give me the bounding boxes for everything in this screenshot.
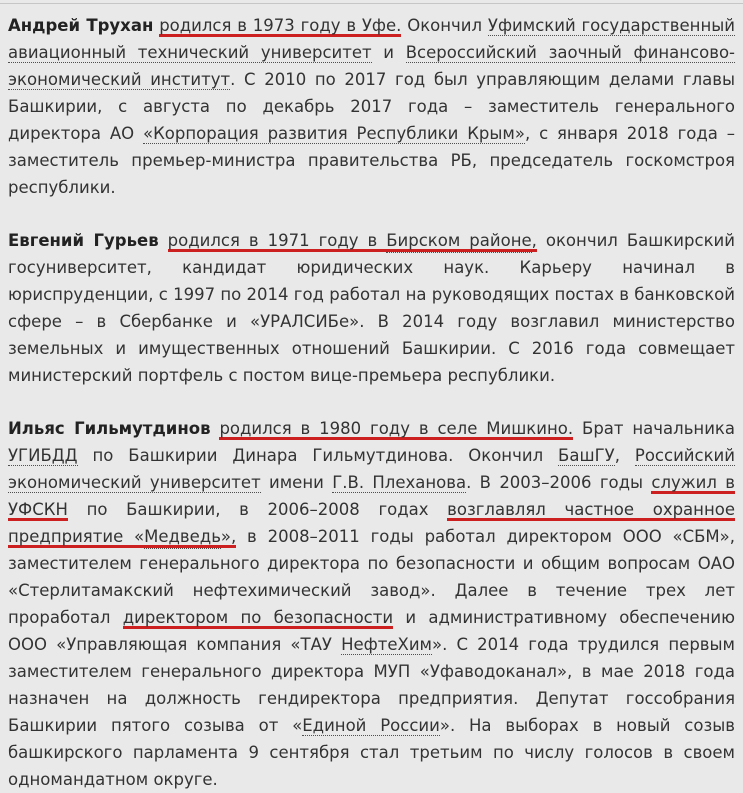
article: [0, 8, 743, 793]
paragraph-1: [8, 12, 735, 201]
text-run: . В 2003–2006 годы: [466, 473, 652, 492]
red-underlined-text: директором по безопасности: [122, 608, 394, 627]
red-underlined-text: служил в УФСКН: [8, 473, 735, 519]
text-run: и: [371, 43, 406, 62]
person-name: Андрей Трухан: [8, 16, 154, 35]
text-run: по Башкирии Динара Гильмутдинова. Окончил: [77, 446, 559, 465]
inline-link[interactable]: БашГУ: [558, 446, 615, 465]
person-name: Евгений Гурьев: [8, 231, 159, 250]
text-run: ». На выборах в новый созыв башкирского парламента 9 сентября стал третьим по числу голосов в своем одномандатном округе.: [8, 716, 735, 789]
red-underlined-text: родился в 1973 году в Уфе.: [159, 16, 402, 35]
cropped-element-edge: [0, 0, 743, 4]
inline-link[interactable]: Медведь: [144, 527, 221, 549]
inline-link[interactable]: Российский экономический университет: [8, 446, 735, 492]
red-underlined-text: ,: [531, 231, 537, 250]
inline-link[interactable]: НефтеХим: [341, 635, 432, 654]
red-underlined-text: родился в 1980 году в селе Мишкино.: [219, 419, 574, 438]
inline-link[interactable]: Г.В. Плеханова: [332, 473, 467, 492]
text-run: в 2008–2011 годы работал директором ООО «СБМ», заместителем генерального директора по безопасности и общим вопросам ОАО «Стерлитамакский нефтехимический завод». Далее в течение трех лет проработал: [8, 527, 735, 627]
inline-link[interactable]: Единой России: [302, 716, 440, 735]
text-run: . С 2010 по 2017 год был управляющим делами главы Башкирии, с августа по декабрь 2017 года – заместитель генерального директора АО: [8, 70, 735, 143]
text-run: имени: [260, 473, 333, 492]
red-underlined-text: возглавлял частное охранное предприятие «: [8, 500, 735, 546]
red-underlined-text: »,: [220, 527, 237, 546]
paragraph-3: [8, 415, 735, 793]
text-run: по Башкирии, в 2006–2008 годах: [67, 500, 448, 519]
inline-link[interactable]: Бирском районе: [386, 231, 531, 253]
inline-link[interactable]: «Корпорация развития Республики Крым»: [143, 124, 525, 143]
text-run: ,: [614, 446, 635, 465]
text-run: Окончил: [401, 16, 488, 35]
text-run: Брат начальника: [573, 419, 736, 438]
inline-link[interactable]: УГИБДД: [8, 446, 78, 465]
text-run: ». С 2014 года трудился первым заместителем генерального директора МУП «Уфаводоканал», в мае 2018 года назначен на должность гендиректора предприятия. Депутат госсобрания Башкирии пятого созыва от «: [8, 635, 735, 735]
inline-link[interactable]: Уфимский государственный авиационный технический университет: [8, 16, 735, 62]
text-run: [159, 231, 168, 250]
paragraph-2: [8, 227, 735, 389]
text-run: окончил Башкирский госуниверситет, кандидат юридических наук. Карьеру начинал в юриспруденции, с 1997 по 2014 год работал на руководящих постах в банковской сфере – в Сбербанке и «УРАЛСИБе». В 2014 году возглавил министерство земельных и имущественных отношений Башкирии. С 2016 года совмещает министерский портфель с постом вице-премьера республики.: [8, 231, 735, 385]
inline-link[interactable]: Всероссийский заочный финансово-экономический институт: [8, 43, 735, 89]
text-run: и административному обеспечению ООО «Управляющая компания «ТАУ: [8, 608, 735, 654]
red-underlined-text: родился в 1971 году в: [167, 231, 387, 250]
person-name: Ильяс Гильмутдинов: [8, 419, 211, 438]
text-run: , с января 2018 года – заместитель премьер-министра правительства РБ, председатель госкомстроя республики.: [8, 124, 736, 197]
